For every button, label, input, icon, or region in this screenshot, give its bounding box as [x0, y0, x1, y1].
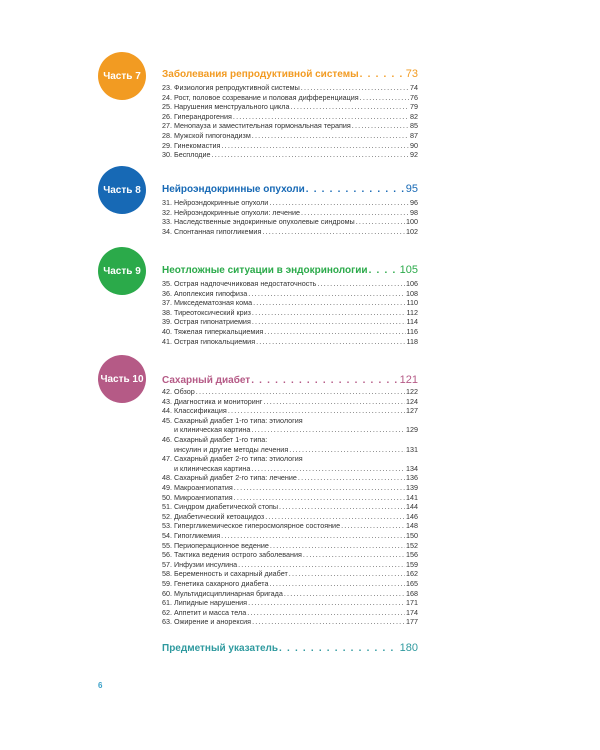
chapter-entry[interactable]: 42. Обзор ..... 122 — [162, 387, 418, 397]
chapter-entry[interactable]: 23. Физиология репродуктивной системы ..... 74 — [162, 83, 418, 93]
chapter-entry[interactable]: 46. Сахарный диабет 1-го типа: — [162, 435, 268, 444]
chapter-entry[interactable]: 50. Микроангиопатия ..... 141 — [162, 493, 418, 503]
chapter-entry[interactable]: 33. Наследственные эндокринные опухолевые синдромы ..... 100 — [162, 217, 418, 227]
chapter-entry[interactable]: 27. Менопауза и заместительная гормональная терапия ..... 85 — [162, 121, 418, 131]
chapter-entry[interactable]: 44. Классификация ..... 127 — [162, 406, 418, 416]
chapter-entry-continued[interactable]: и клиническая картина ..... 134 — [174, 464, 418, 474]
chapter-entry[interactable]: 31. Нейроэндокринные опухоли ..... 96 — [162, 198, 418, 208]
chapter-entry[interactable]: 57. Инфузии инсулина ..... 159 — [162, 560, 418, 570]
chapter-entry[interactable]: 39. Острая гипонатриемия ..... 114 — [162, 317, 418, 327]
chapter-entry[interactable]: 37. Микседематозная кома ..... 110 — [162, 298, 418, 308]
chapter-entry[interactable]: 52. Диабетический кетоацидоз ..... 146 — [162, 512, 418, 522]
chapter-entry[interactable]: 38. Тиреотоксический криз ..... 112 — [162, 308, 418, 318]
part-badge: Часть 10 — [98, 355, 146, 403]
chapter-entry[interactable]: 36. Апоплексия гипофиза ..... 108 — [162, 289, 418, 299]
chapter-entry[interactable]: 30. Бесплодие ..... 92 — [162, 150, 418, 160]
chapter-entry[interactable]: 49. Макроангиопатия ..... 139 — [162, 483, 418, 493]
chapter-entry[interactable]: 25. Нарушения менструального цикла ..... 79 — [162, 102, 418, 112]
chapter-entry[interactable]: 60. Мультидисциплинарная бригада ..... 168 — [162, 589, 418, 599]
chapter-entry[interactable]: 26. Гиперандрогения ..... 82 — [162, 112, 418, 122]
chapter-entry[interactable]: 48. Сахарный диабет 2-го типа: лечение ..... 136 — [162, 473, 418, 483]
chapter-entry[interactable]: 62. Аппетит и масса тела ..... 174 — [162, 608, 418, 618]
part-badge: Часть 9 — [98, 247, 146, 295]
chapter-entry[interactable]: 47. Сахарный диабет 2-го типа: этиология — [162, 454, 303, 464]
chapter-entry[interactable]: 51. Синдром диабетической стопы ..... 144 — [162, 502, 418, 512]
chapter-entry[interactable]: 34. Спонтанная гипогликемия ..... 102 — [162, 227, 418, 237]
chapter-entry-continued[interactable]: инсулин и другие методы лечения ..... 131 — [174, 445, 418, 455]
chapter-entry[interactable]: 29. Гинекомастия ..... 90 — [162, 141, 418, 151]
chapter-entry[interactable]: 28. Мужской гипогонадизм ..... 87 — [162, 131, 418, 141]
chapter-entry-continued[interactable]: и клиническая картина ..... 129 — [174, 425, 418, 435]
chapter-entry[interactable]: 24. Рост, половое созревание и половая дифференциация ..... 76 — [162, 93, 418, 103]
chapter-entry[interactable]: 43. Диагностика и мониторинг ..... 124 — [162, 397, 418, 407]
page-number: 6 — [98, 681, 103, 690]
subject-index-heading[interactable]: Предметный указатель . . . 180 — [162, 642, 418, 654]
part-heading[interactable]: Сахарный диабет . . . 121 — [162, 374, 418, 386]
chapter-entry[interactable]: 32. Нейроэндокринные опухоли: лечение ..... 98 — [162, 208, 418, 218]
chapter-entry[interactable]: 55. Периоперационное ведение ..... 152 — [162, 541, 418, 551]
chapter-entry[interactable]: 59. Генетика сахарного диабета ..... 165 — [162, 579, 418, 589]
chapter-entry[interactable]: 61. Липидные нарушения ..... 171 — [162, 598, 418, 608]
chapter-entry[interactable]: 63. Ожирение и анорексия ..... 177 — [162, 617, 418, 627]
part-heading[interactable]: Неотложные ситуации в эндокринологии . . . 105 — [162, 264, 418, 276]
chapter-entry[interactable]: 35. Острая надпочечниковая недостаточность ..... 106 — [162, 279, 418, 289]
part-badge: Часть 8 — [98, 166, 146, 214]
part-badge: Часть 7 — [98, 52, 146, 100]
chapter-entry[interactable]: 54. Гипогликемия ..... 150 — [162, 531, 418, 541]
chapter-entry[interactable]: 40. Тяжелая гиперкальциемия ..... 116 — [162, 327, 418, 337]
part-heading[interactable]: Нейроэндокринные опухоли . . . 95 — [162, 183, 418, 195]
chapter-entry[interactable]: 58. Беременность и сахарный диабет ..... 162 — [162, 569, 418, 579]
chapter-entry[interactable]: 56. Тактика ведения острого заболевания ..... 156 — [162, 550, 418, 560]
chapter-entry[interactable]: 53. Гипергликемическое гиперосмолярное состояние ..... 148 — [162, 521, 418, 531]
chapter-entry[interactable]: 41. Острая гипокальциемия ..... 118 — [162, 337, 418, 347]
chapter-entry[interactable]: 45. Сахарный диабет 1-го типа: этиология — [162, 415, 303, 425]
part-heading[interactable]: Заболевания репродуктивной системы . . . 73 — [162, 68, 418, 80]
